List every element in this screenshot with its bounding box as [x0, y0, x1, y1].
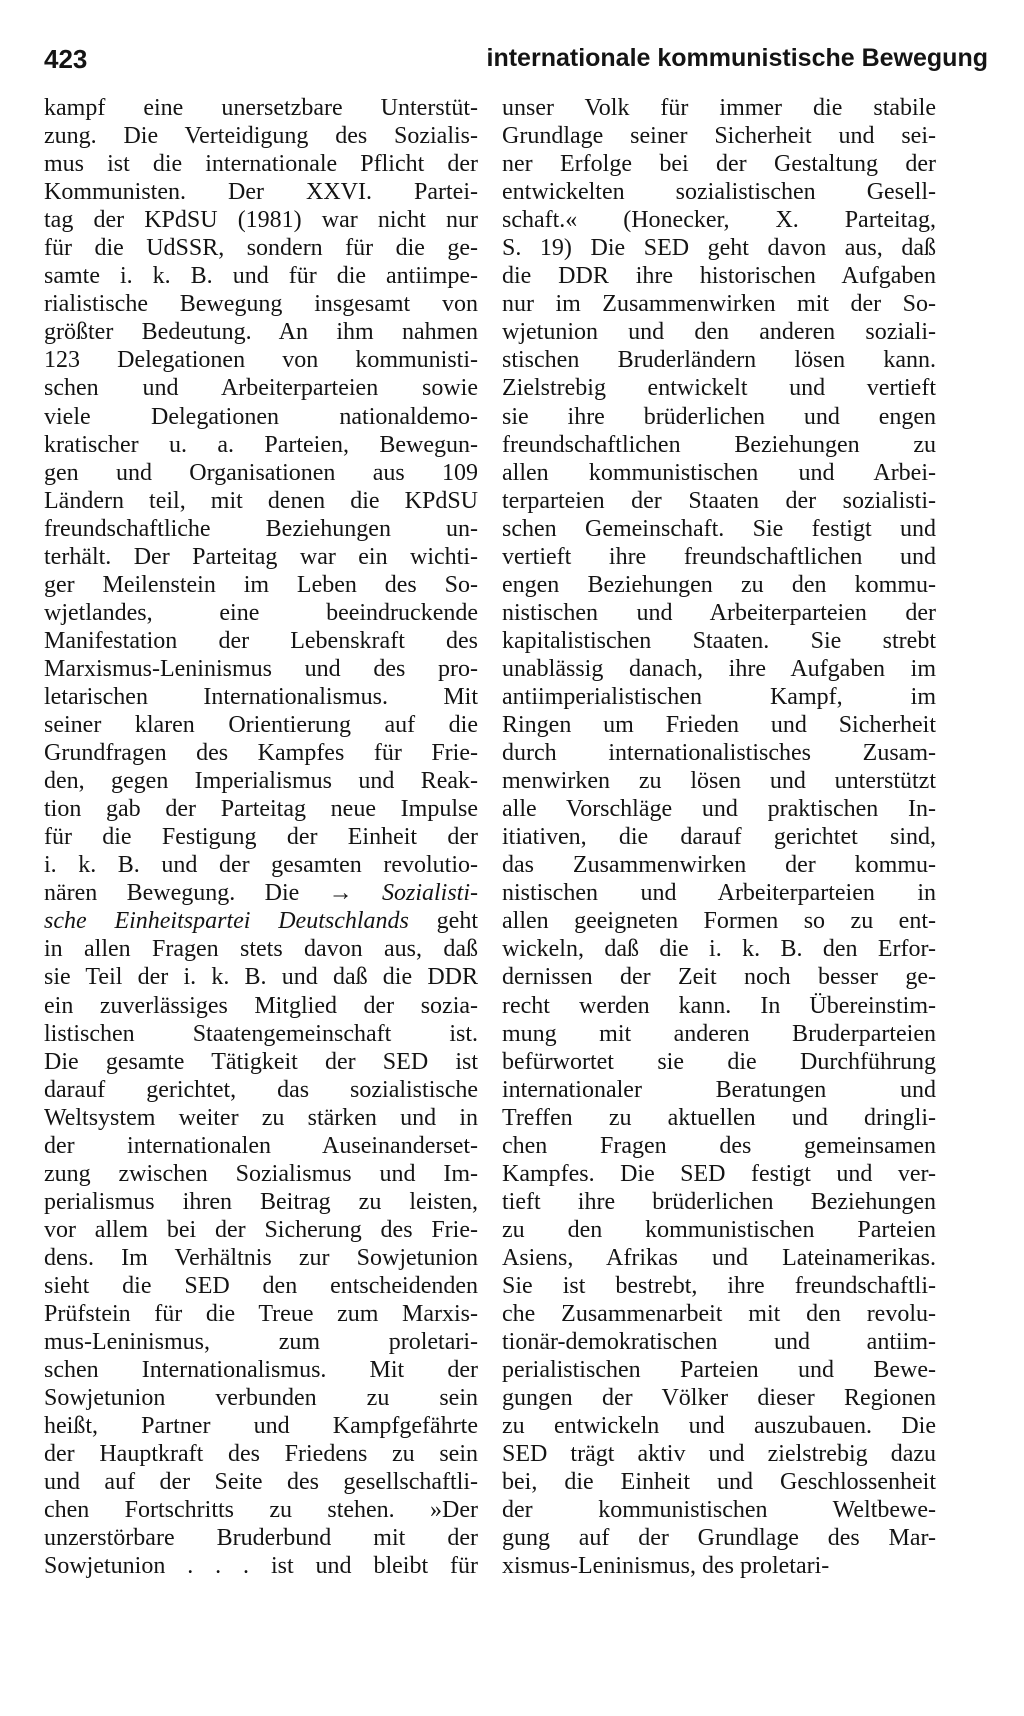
text-line: zung. Die Verteidigung des Sozialis-: [44, 123, 478, 150]
text-line: mus ist die internationale Pflicht der: [44, 151, 478, 178]
text-line: terparteien der Staaten der sozialisti-: [502, 487, 936, 514]
text-line: Asiens, Afrikas und Lateinamerikas.: [502, 1244, 936, 1271]
text-line: wickeln, daß die i. k. B. den Erfor-: [502, 936, 936, 963]
text-line: Kommunisten. Der XXVI. Partei-: [44, 179, 478, 206]
text-line: vertieft ihre freundschaftlichen und: [502, 543, 936, 570]
running-head: internationale kommunistische Bewegung: [486, 44, 988, 72]
text-line: allen geeigneten Formen so zu ent-: [502, 908, 936, 935]
text-line: xismus-Leninismus, des proletari-: [502, 1553, 830, 1580]
italic-text: Sozialisti-: [381, 880, 478, 907]
text-line: für die Festigung der Einheit der: [44, 824, 478, 851]
text-line: dens. Im Verhältnis zur Sowjetunion: [44, 1244, 478, 1271]
text-line: schaft.« (Honecker, X. Parteitag,: [502, 207, 936, 234]
text-line: größter Bedeutung. An ihm nahmen: [44, 319, 478, 346]
text-line: tag der KPdSU (1981) war nicht nur: [44, 207, 478, 234]
text-line: durch internationalistisches Zusam-: [502, 740, 936, 767]
text-line: alle Vorschläge und praktischen In-: [502, 796, 936, 823]
text-line: der internationalen Auseinanderset-: [44, 1132, 478, 1159]
text-line: zu den kommunistischen Parteien: [502, 1216, 936, 1243]
text-line: perialismus ihren Beitrag zu leisten,: [44, 1188, 478, 1215]
text-line: nistischen und Arbeiterparteien in: [502, 880, 936, 907]
text-line: Marxismus-Leninismus und des pro-: [44, 655, 478, 682]
text-line: samte i. k. B. und für die antiimpe-: [44, 263, 478, 290]
text-line: recht werden kann. In Übereinstim-: [502, 992, 936, 1019]
text-line: [44, 907, 478, 935]
text-line: Kampfes. Die SED festigt und ver-: [502, 1160, 936, 1187]
text-line: chen Fortschritts zu stehen. »Der: [44, 1497, 478, 1524]
text-line: nistischen und Arbeiterparteien der: [502, 599, 936, 626]
text-line: Grundlage seiner Sicherheit und sei-: [502, 123, 936, 150]
text-line: zung zwischen Sozialismus und Im-: [44, 1160, 478, 1187]
text-line: tion gab der Parteitag neue Impulse: [44, 796, 478, 823]
text-line: und auf der Seite des gesellschaftli-: [44, 1469, 478, 1496]
text-line: darauf gerichtet, das sozialistische: [44, 1076, 478, 1103]
text-line: sie ihre brüderlichen und engen: [502, 403, 936, 430]
text-line: allen kommunistischen und Arbei-: [502, 459, 936, 486]
text-line: ner Erfolge bei der Gestaltung der: [502, 151, 936, 178]
text-line: letarischen Internationalismus. Mit: [44, 683, 478, 710]
text-line: che Zusammenarbeit mit den revolu-: [502, 1301, 936, 1328]
text-line: schen Internationalismus. Mit der: [44, 1357, 478, 1384]
text-line: wjetunion und den anderen soziali-: [502, 319, 936, 346]
text-line: tieft ihre brüderlichen Beziehungen: [502, 1188, 936, 1215]
text-line: mus-Leninismus, zum proletari-: [44, 1329, 478, 1356]
text-line: unzerstörbare Bruderbund mit der: [44, 1525, 478, 1552]
text-line: Sie ist bestrebt, ihre freundschaftli-: [502, 1272, 936, 1299]
text-line: Treffen zu aktuellen und dringli-: [502, 1104, 936, 1131]
text-line: kapitalistischen Staaten. Sie strebt: [502, 627, 936, 654]
text-line: der Hauptkraft des Friedens zu sein: [44, 1441, 478, 1468]
text-line: ein zuverlässiges Mitglied der sozia-: [44, 992, 478, 1019]
text-line: Prüfstein für die Treue zum Marxis-: [44, 1301, 478, 1328]
text-line: nur im Zusammenwirken mit der So-: [502, 291, 936, 318]
italic-text: sche Einheitspartei Deutschlands: [44, 908, 409, 935]
text-run: geht: [408, 908, 478, 935]
text-run: nären Bewegung. Die →: [44, 880, 382, 907]
page-number: 423: [44, 44, 88, 74]
text-line: 123 Delegationen von kommunisti-: [44, 347, 478, 374]
text-line: kratischer u. a. Parteien, Bewegun-: [44, 431, 478, 458]
text-line: rialistische Bewegung insgesamt von: [44, 291, 478, 318]
text-line: viele Delegationen nationaldemo-: [44, 403, 478, 430]
text-line: mung mit anderen Bruderparteien: [502, 1020, 936, 1047]
text-line: freundschaftliche Beziehungen un-: [44, 515, 478, 542]
text-line: dernissen der Zeit noch besser ge-: [502, 964, 936, 991]
text-line: itiativen, die darauf gerichtet sind,: [502, 824, 936, 851]
text-line: tionär-demokratischen und antiim-: [502, 1329, 936, 1356]
text-line: Weltsystem weiter zu stärken und in: [44, 1104, 478, 1131]
text-line: der kommunistischen Weltbewe-: [502, 1497, 936, 1524]
text-line: bei, die Einheit und Geschlossenheit: [502, 1469, 936, 1496]
text-line: vor allem bei der Sicherung des Frie-: [44, 1216, 478, 1243]
text-line: den, gegen Imperialismus und Reak-: [44, 768, 478, 795]
text-line: sie Teil der i. k. B. und daß die DDR: [44, 964, 478, 991]
text-line: gen und Organisationen aus 109: [44, 459, 478, 486]
text-line: Grundfragen des Kampfes für Frie-: [44, 740, 478, 767]
text-line: listischen Staatengemeinschaft ist.: [44, 1020, 478, 1047]
text-line: seiner klaren Orientierung auf die: [44, 712, 478, 739]
text-line: heißt, Partner und Kampfgefährte: [44, 1413, 478, 1440]
text-line: sieht die SED den entscheidenden: [44, 1272, 478, 1299]
text-line: antiimperialistischen Kampf, im: [502, 683, 936, 710]
text-line: Die gesamte Tätigkeit der SED ist: [44, 1048, 478, 1075]
text-line: freundschaftlichen Beziehungen zu: [502, 431, 936, 458]
page-header: [44, 44, 988, 84]
text-line: Ringen um Frieden und Sicherheit: [502, 712, 936, 739]
text-line: wjetlandes, eine beeindruckende: [44, 599, 478, 626]
text-line: unser Volk für immer die stabile: [502, 95, 936, 121]
text-line: chen Fragen des gemeinsamen: [502, 1132, 936, 1159]
text-line: Ländern teil, mit denen die KPdSU: [44, 487, 478, 514]
text-line: entwickelten sozialistischen Gesell-: [502, 179, 936, 206]
text-line: Sowjetunion verbunden zu sein: [44, 1385, 478, 1412]
text-line: unablässig danach, ihre Aufgaben im: [502, 655, 936, 682]
text-line: für die UdSSR, sondern für die ge-: [44, 235, 478, 262]
text-line: zu entwickeln und auszubauen. Die: [502, 1413, 936, 1440]
text-line: die DDR ihre historischen Aufgaben: [502, 263, 936, 290]
text-line: i. k. B. und der gesamten revolutio-: [44, 852, 478, 879]
text-line: ger Meilenstein im Leben des So-: [44, 571, 478, 598]
left-column: [44, 94, 478, 1580]
text-line: in allen Fragen stets davon aus, daß: [44, 936, 478, 963]
text-line: menwirken zu lösen und unterstützt: [502, 768, 936, 795]
text-line: perialistischen Parteien und Bewe-: [502, 1357, 936, 1384]
text-line: internationaler Beratungen und: [502, 1076, 936, 1103]
text-line: stischen Bruderländern lösen kann.: [502, 347, 936, 374]
text-line: das Zusammenwirken der kommu-: [502, 852, 936, 879]
text-line: engen Beziehungen zu den kommu-: [502, 571, 936, 598]
text-line: gung auf der Grundlage des Mar-: [502, 1525, 936, 1552]
text-line: terhält. Der Parteitag war ein wichti-: [44, 543, 478, 570]
right-column: [502, 94, 936, 1580]
text-line: Sowjetunion . . . ist und bleibt für: [44, 1553, 478, 1580]
text-line: schen Gemeinschaft. Sie festigt und: [502, 515, 936, 542]
text-line: [44, 879, 478, 907]
text-line: gungen der Völker dieser Regionen: [502, 1385, 936, 1412]
text-line: kampf eine unersetzbare Unterstüt-: [44, 95, 478, 121]
text-line: befürwortet sie die Durchführung: [502, 1048, 936, 1075]
text-line: S. 19) Die SED geht davon aus, daß: [502, 235, 936, 262]
text-line: SED trägt aktiv und zielstrebig dazu: [502, 1441, 936, 1468]
text-line: Manifestation der Lebenskraft des: [44, 627, 478, 654]
text-line: Zielstrebig entwickelt und vertieft: [502, 375, 936, 402]
text-line: schen und Arbeiterparteien sowie: [44, 375, 478, 402]
